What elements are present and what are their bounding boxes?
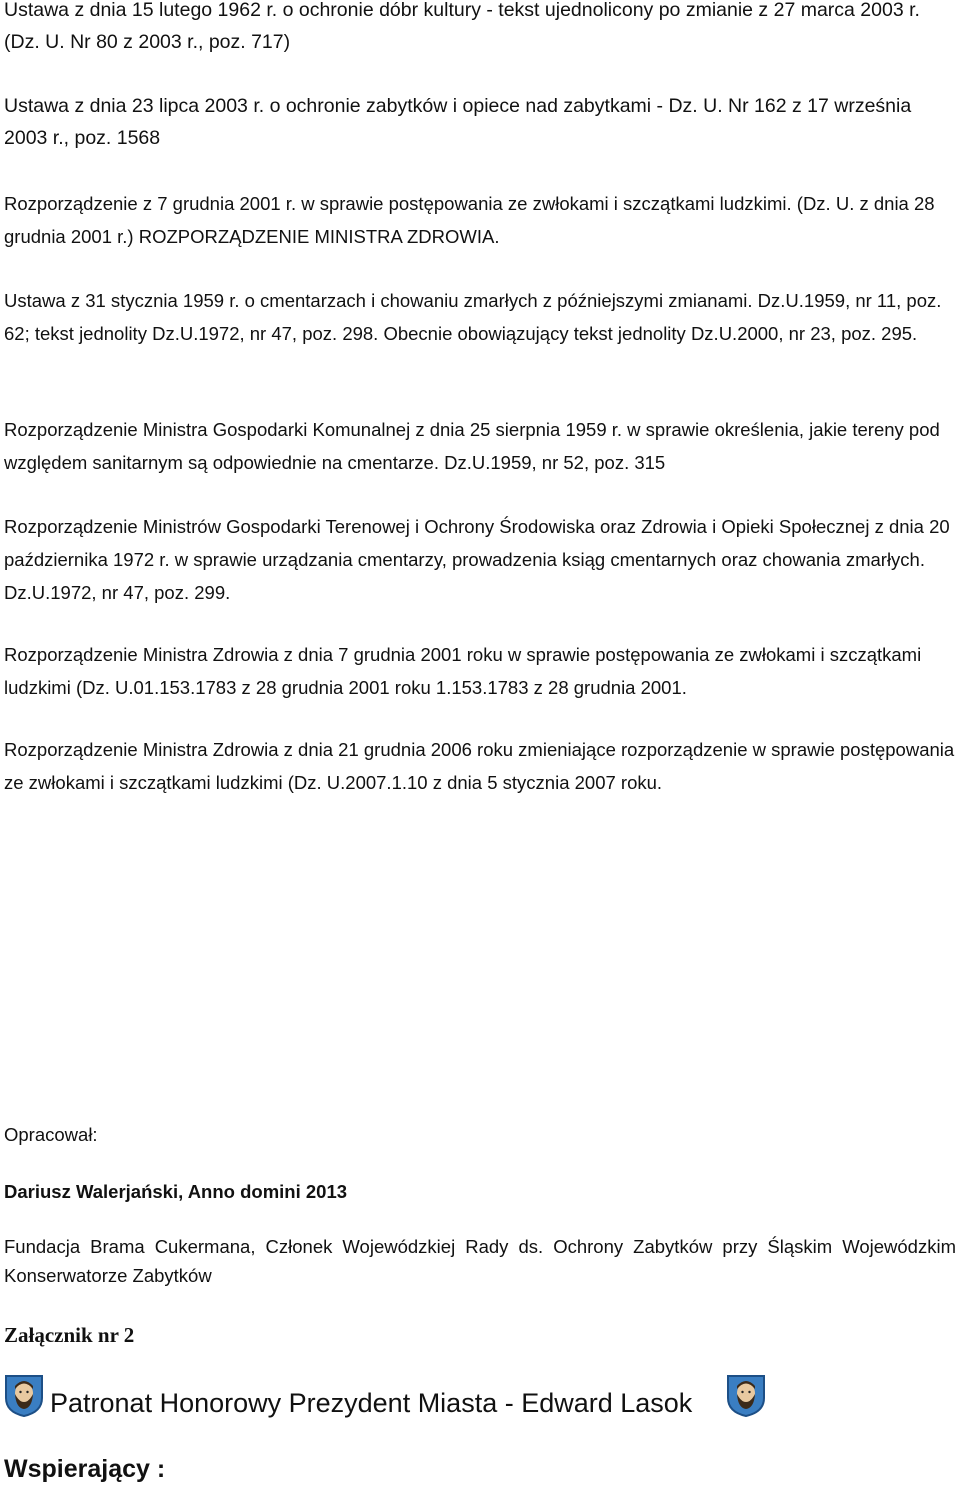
- honorary-patronage-row: [4, 1374, 956, 1434]
- legal-reference-4: Ustawa z 31 stycznia 1959 r. o cmentarzach i chowaniu zmarłych z późniejszymi zmianami. Dz.U.1959, nr 11, poz. 62; tekst jednolity Dz.U.1972, nr 47, poz. 298. Obecnie obowiązujący tekst jednolity Dz.U.2000, nr 23, poz. 295.: [4, 290, 942, 344]
- legal-reference-1: Ustawa z dnia 15 lutego 1962 r. o ochronie dóbr kultury - tekst ujednolicony po zmianie z 27 marca 2003 r. (Dz. U. Nr 80 z 2003 r., poz. 717): [4, 0, 920, 53]
- legal-reference-6: Rozporządzenie Ministrów Gospodarki Terenowej i Ochrony Środowiska oraz Zdrowia i Opieki Społecznej z dnia 20 października 1972 r. w sprawie urządzania cmentarzy, prowadzenia ksiąg cmentarnych oraz chowania zmarłych. Dz.U.1972, nr 47, poz. 299.: [4, 516, 950, 603]
- legal-reference-8: Rozporządzenie Ministra Zdrowia z dnia 21 grudnia 2006 roku zmieniające rozporządzenie w sprawie postępowania ze zwłokami i szczątkami ludzkimi (Dz. U.2007.1.10 z dnia 5 stycznia 2007 roku.: [4, 739, 955, 793]
- prepared-by-label: Opracował:: [4, 1124, 98, 1145]
- legal-reference-3: Rozporządzenie z 7 grudnia 2001 r. w sprawie postępowania ze zwłokami i szczątkami ludzkimi. (Dz. U. z dnia 28 grudnia 2001 r.) ROZPORZĄDZENIE MINISTRA ZDROWIA.: [4, 193, 935, 247]
- legal-reference-2: Ustawa z dnia 23 lipca 2003 r. o ochronie zabytków i opiece nad zabytkami - Dz. U. Nr 162 z 17 września 2003 r., poz. 1568: [4, 95, 912, 149]
- attachment-heading: Załącznik nr 2: [4, 1323, 135, 1347]
- city-crest-icon: [726, 1374, 766, 1418]
- legal-reference-7: Rozporządzenie Ministra Zdrowia z dnia 7 grudnia 2001 roku w sprawie postępowania ze zwłokami i szczątkami ludzkimi (Dz. U.01.153.1783 z 28 grudnia 2001 roku 1.153.1783 z 28 grudnia 2001.: [4, 644, 922, 698]
- supporters-heading: Wspierający :: [4, 1455, 166, 1483]
- author-affiliation: Fundacja Brama Cukermana, Członek Wojewódzkiej Rady ds. Ochrony Zabytków przy Śląskim Wojewódzkim Konserwatorze Zabytków: [4, 1236, 956, 1286]
- legal-reference-5: Rozporządzenie Ministra Gospodarki Komunalnej z dnia 25 sierpnia 1959 r. w sprawie określenia, jakie tereny pod względem sanitarnym są odpowiednie na cmentarze. Dz.U.1959, nr 52, poz. 315: [4, 419, 940, 473]
- city-crest-icon: [4, 1374, 44, 1418]
- author-name: Dariusz Walerjański, Anno domini 2013: [4, 1181, 348, 1202]
- honorary-patronage-text: Patronat Honorowy Prezydent Miasta - Edward Lasok: [50, 1388, 693, 1418]
